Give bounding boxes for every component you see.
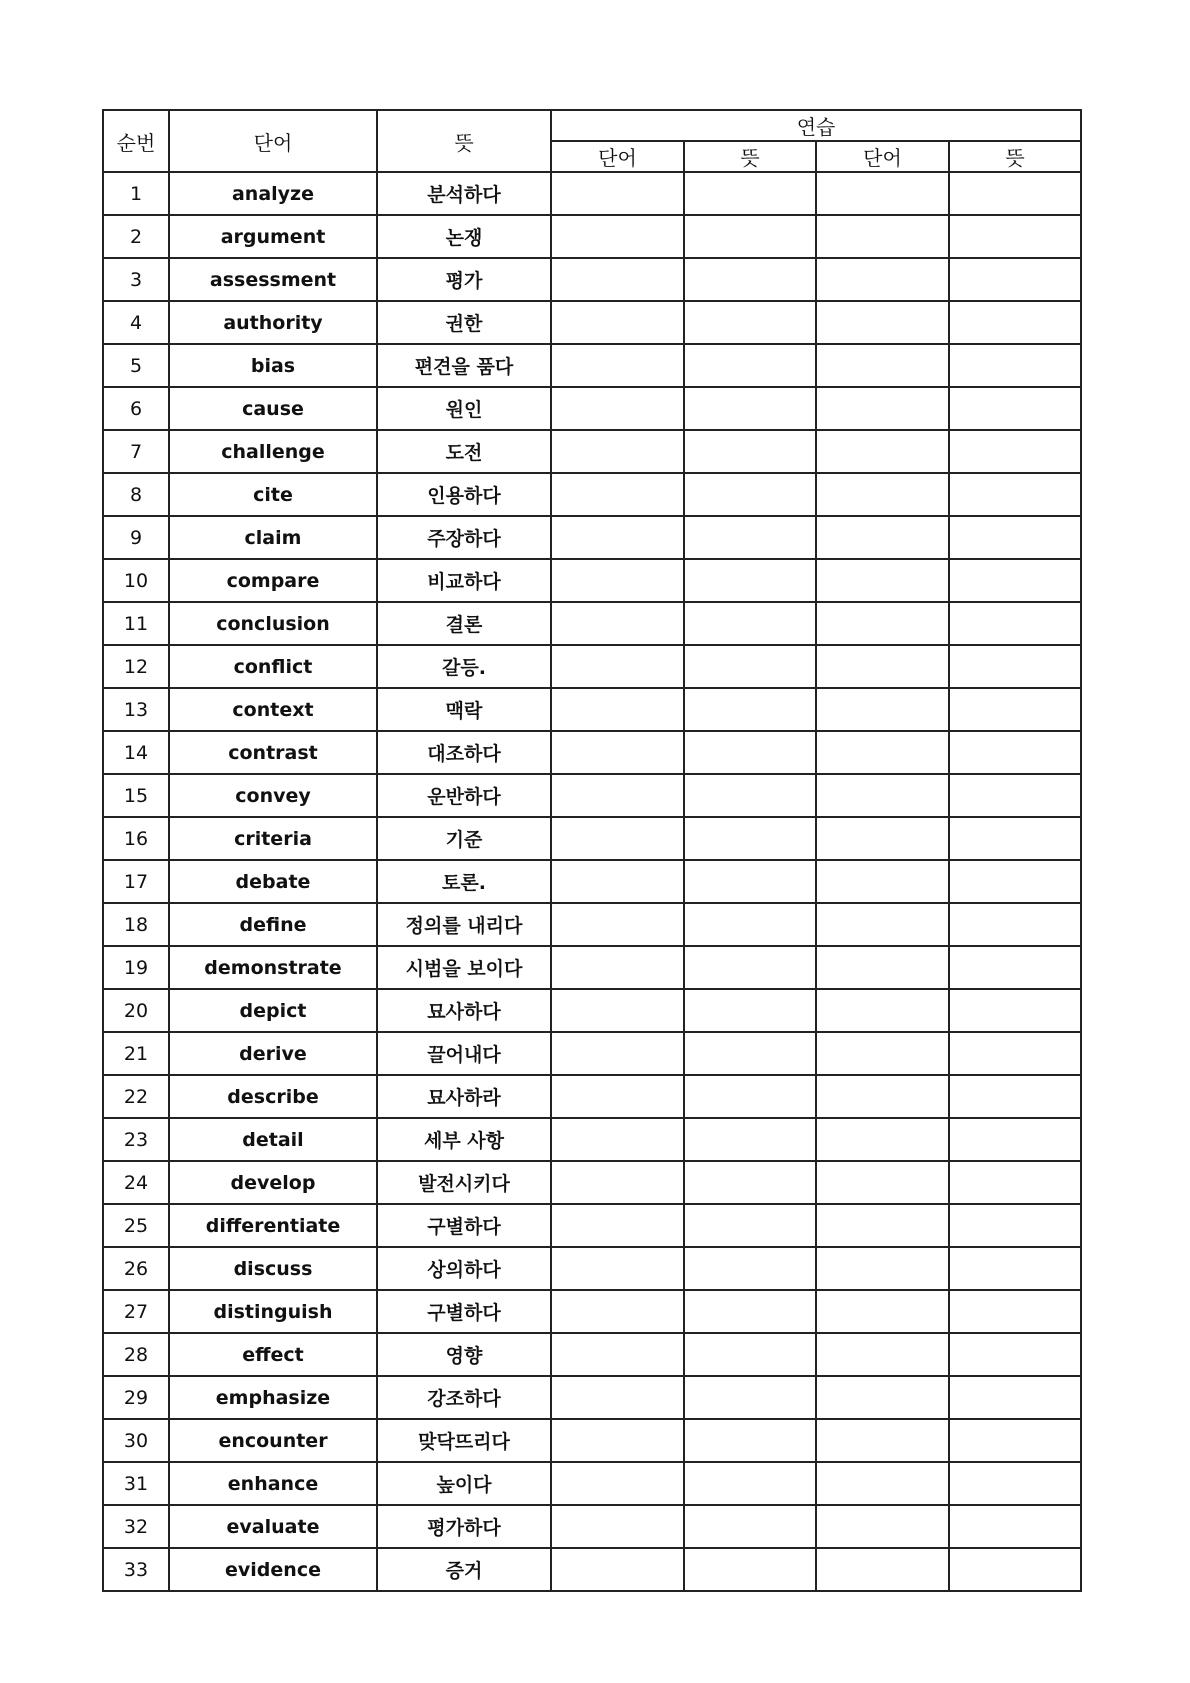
table-row [103,1290,1081,1333]
practice-meaning-cell-1[interactable] [684,473,816,516]
practice-meaning-cell-2[interactable] [949,817,1081,860]
row-number: 16 [103,817,169,860]
row-word: evidence [169,1548,377,1591]
row-number: 18 [103,903,169,946]
practice-word-cell-2[interactable] [816,602,949,645]
table-row [103,989,1081,1032]
practice-meaning-cell-1[interactable] [684,344,816,387]
row-word: bias [169,344,377,387]
practice-meaning-cell-2[interactable] [949,1548,1081,1591]
practice-word-cell-1[interactable] [551,903,684,946]
row-word: challenge [169,430,377,473]
row-meaning: 주장하다 [377,516,551,559]
practice-meaning-cell-2[interactable] [949,1290,1081,1333]
row-meaning: 비교하다 [377,559,551,602]
practice-meaning-cell-1[interactable] [684,602,816,645]
practice-word-cell-2[interactable] [816,516,949,559]
practice-word-cell-1[interactable] [551,1505,684,1548]
practice-meaning-cell-1[interactable] [684,731,816,774]
practice-word-cell-2[interactable] [816,1548,949,1591]
practice-word-cell-2[interactable] [816,1462,949,1505]
row-word: develop [169,1161,377,1204]
practice-meaning-cell-2[interactable] [949,387,1081,430]
vocabulary-table [102,109,1082,1592]
practice-word-cell-2[interactable] [816,473,949,516]
table-row [103,258,1081,301]
practice-word-cell-1[interactable] [551,473,684,516]
practice-word-cell-1[interactable] [551,817,684,860]
table-body [103,172,1081,1591]
practice-meaning-cell-2[interactable] [949,1462,1081,1505]
row-meaning: 높이다 [377,1462,551,1505]
row-number: 28 [103,1333,169,1376]
practice-word-cell-2[interactable] [816,387,949,430]
practice-meaning-cell-1[interactable] [684,1032,816,1075]
practice-word-cell-1[interactable] [551,645,684,688]
practice-meaning-cell-2[interactable] [949,731,1081,774]
row-word: demonstrate [169,946,377,989]
table-row [103,559,1081,602]
practice-meaning-cell-2[interactable] [949,258,1081,301]
table-row [103,473,1081,516]
row-number: 33 [103,1548,169,1591]
practice-meaning-cell-2[interactable] [949,946,1081,989]
row-meaning: 영향 [377,1333,551,1376]
practice-meaning-cell-1[interactable] [684,903,816,946]
row-number: 2 [103,215,169,258]
row-number: 12 [103,645,169,688]
practice-word-cell-2[interactable] [816,559,949,602]
practice-word-cell-2[interactable] [816,1075,949,1118]
practice-meaning-cell-1[interactable] [684,817,816,860]
table-row [103,1333,1081,1376]
practice-word-cell-1[interactable] [551,860,684,903]
row-word: detail [169,1118,377,1161]
row-number: 25 [103,1204,169,1247]
practice-meaning-cell-2[interactable] [949,1204,1081,1247]
header-practice-meaning-2: 뜻 [949,141,1081,172]
row-word: conflict [169,645,377,688]
practice-word-cell-1[interactable] [551,1462,684,1505]
practice-word-cell-2[interactable] [816,946,949,989]
practice-meaning-cell-1[interactable] [684,1505,816,1548]
table-row [103,1247,1081,1290]
row-number: 30 [103,1419,169,1462]
row-meaning: 논쟁 [377,215,551,258]
row-meaning: 도전 [377,430,551,473]
row-meaning: 인용하다 [377,473,551,516]
practice-word-cell-2[interactable] [816,688,949,731]
practice-meaning-cell-2[interactable] [949,430,1081,473]
row-number: 29 [103,1376,169,1419]
practice-word-cell-1[interactable] [551,1161,684,1204]
practice-meaning-cell-2[interactable] [949,559,1081,602]
practice-meaning-cell-1[interactable] [684,1075,816,1118]
table-row [103,344,1081,387]
row-word: define [169,903,377,946]
row-meaning: 구별하다 [377,1290,551,1333]
row-word: assessment [169,258,377,301]
practice-meaning-cell-2[interactable] [949,301,1081,344]
row-meaning: 대조하다 [377,731,551,774]
practice-meaning-cell-2[interactable] [949,645,1081,688]
practice-word-cell-1[interactable] [551,559,684,602]
table-row [103,731,1081,774]
row-meaning: 발전시키다 [377,1161,551,1204]
table-row [103,946,1081,989]
table-row [103,774,1081,817]
practice-word-cell-2[interactable] [816,774,949,817]
practice-meaning-cell-2[interactable] [949,989,1081,1032]
practice-word-cell-1[interactable] [551,1376,684,1419]
row-number: 17 [103,860,169,903]
row-word: discuss [169,1247,377,1290]
row-number: 31 [103,1462,169,1505]
row-word: effect [169,1333,377,1376]
practice-word-cell-2[interactable] [816,215,949,258]
practice-word-cell-2[interactable] [816,1032,949,1075]
table-row [103,1075,1081,1118]
practice-meaning-cell-2[interactable] [949,1032,1081,1075]
practice-word-cell-2[interactable] [816,1419,949,1462]
row-word: argument [169,215,377,258]
practice-meaning-cell-1[interactable] [684,1290,816,1333]
row-word: debate [169,860,377,903]
row-meaning: 묘사하다 [377,989,551,1032]
row-meaning: 평가하다 [377,1505,551,1548]
practice-word-cell-1[interactable] [551,1075,684,1118]
practice-meaning-cell-2[interactable] [949,172,1081,215]
practice-meaning-cell-2[interactable] [949,1376,1081,1419]
practice-meaning-cell-2[interactable] [949,473,1081,516]
practice-meaning-cell-1[interactable] [684,1333,816,1376]
row-word: context [169,688,377,731]
practice-meaning-cell-2[interactable] [949,1075,1081,1118]
row-number: 22 [103,1075,169,1118]
practice-word-cell-2[interactable] [816,817,949,860]
row-word: contrast [169,731,377,774]
practice-word-cell-2[interactable] [816,1290,949,1333]
row-number: 13 [103,688,169,731]
practice-meaning-cell-2[interactable] [949,1247,1081,1290]
table-row [103,387,1081,430]
row-word: authority [169,301,377,344]
practice-meaning-cell-1[interactable] [684,387,816,430]
practice-word-cell-1[interactable] [551,172,684,215]
row-word: emphasize [169,1376,377,1419]
row-meaning: 맥락 [377,688,551,731]
row-meaning: 토론. [377,860,551,903]
header-practice-word-1: 단어 [551,141,684,172]
row-meaning: 결론 [377,602,551,645]
practice-word-cell-1[interactable] [551,1419,684,1462]
header-meaning: 뜻 [377,110,551,172]
row-meaning: 권한 [377,301,551,344]
row-meaning: 분석하다 [377,172,551,215]
practice-meaning-cell-1[interactable] [684,774,816,817]
row-meaning: 맞닥뜨리다 [377,1419,551,1462]
header-practice: 연습 [551,110,1081,141]
practice-word-cell-1[interactable] [551,946,684,989]
table-row [103,1462,1081,1505]
practice-meaning-cell-2[interactable] [949,1505,1081,1548]
table-row [103,817,1081,860]
table-row [103,688,1081,731]
header-practice-meaning-1: 뜻 [684,141,816,172]
practice-word-cell-1[interactable] [551,1032,684,1075]
row-word: differentiate [169,1204,377,1247]
table-row [103,602,1081,645]
row-meaning: 편견을 품다 [377,344,551,387]
row-word: evaluate [169,1505,377,1548]
table-header [103,110,1081,172]
practice-meaning-cell-2[interactable] [949,602,1081,645]
row-number: 23 [103,1118,169,1161]
practice-meaning-cell-1[interactable] [684,215,816,258]
row-meaning: 묘사하라 [377,1075,551,1118]
practice-word-cell-2[interactable] [816,1118,949,1161]
table-row [103,1419,1081,1462]
practice-word-cell-2[interactable] [816,1204,949,1247]
practice-meaning-cell-2[interactable] [949,903,1081,946]
practice-word-cell-1[interactable] [551,1333,684,1376]
practice-word-cell-2[interactable] [816,989,949,1032]
practice-word-cell-1[interactable] [551,301,684,344]
table-row [103,430,1081,473]
practice-word-cell-1[interactable] [551,731,684,774]
practice-meaning-cell-1[interactable] [684,1419,816,1462]
table-row [103,1032,1081,1075]
practice-meaning-cell-1[interactable] [684,1118,816,1161]
header-word: 단어 [169,110,377,172]
practice-meaning-cell-1[interactable] [684,1204,816,1247]
practice-word-cell-2[interactable] [816,1247,949,1290]
row-word: analyze [169,172,377,215]
table-row [103,172,1081,215]
row-meaning: 기준 [377,817,551,860]
row-meaning: 구별하다 [377,1204,551,1247]
practice-meaning-cell-2[interactable] [949,344,1081,387]
practice-word-cell-2[interactable] [816,301,949,344]
table-row [103,860,1081,903]
practice-word-cell-1[interactable] [551,215,684,258]
table-row [103,645,1081,688]
practice-meaning-cell-2[interactable] [949,860,1081,903]
row-number: 26 [103,1247,169,1290]
row-number: 24 [103,1161,169,1204]
practice-word-cell-2[interactable] [816,172,949,215]
table-row [103,1161,1081,1204]
row-meaning: 원인 [377,387,551,430]
table-row [103,1118,1081,1161]
row-meaning: 상의하다 [377,1247,551,1290]
row-word: convey [169,774,377,817]
practice-meaning-cell-2[interactable] [949,688,1081,731]
practice-word-cell-2[interactable] [816,1505,949,1548]
row-word: depict [169,989,377,1032]
practice-meaning-cell-2[interactable] [949,1333,1081,1376]
table-row [103,1505,1081,1548]
practice-meaning-cell-1[interactable] [684,1247,816,1290]
row-meaning: 강조하다 [377,1376,551,1419]
practice-meaning-cell-2[interactable] [949,1419,1081,1462]
row-meaning: 운반하다 [377,774,551,817]
practice-meaning-cell-2[interactable] [949,215,1081,258]
practice-word-cell-2[interactable] [816,903,949,946]
row-meaning: 정의를 내리다 [377,903,551,946]
header-number: 순번 [103,110,169,172]
row-number: 15 [103,774,169,817]
practice-word-cell-2[interactable] [816,258,949,301]
practice-meaning-cell-1[interactable] [684,860,816,903]
row-word: criteria [169,817,377,860]
row-word: derive [169,1032,377,1075]
table-row [103,903,1081,946]
practice-word-cell-1[interactable] [551,1290,684,1333]
row-word: describe [169,1075,377,1118]
practice-meaning-cell-1[interactable] [684,301,816,344]
practice-word-cell-2[interactable] [816,1333,949,1376]
practice-word-cell-1[interactable] [551,1204,684,1247]
practice-word-cell-2[interactable] [816,344,949,387]
row-word: claim [169,516,377,559]
practice-word-cell-2[interactable] [816,860,949,903]
row-number: 6 [103,387,169,430]
practice-word-cell-2[interactable] [816,645,949,688]
practice-word-cell-1[interactable] [551,430,684,473]
row-meaning: 세부 사항 [377,1118,551,1161]
row-number: 20 [103,989,169,1032]
practice-word-cell-2[interactable] [816,1376,949,1419]
row-number: 11 [103,602,169,645]
row-number: 1 [103,172,169,215]
practice-word-cell-2[interactable] [816,1161,949,1204]
practice-meaning-cell-1[interactable] [684,645,816,688]
row-word: compare [169,559,377,602]
practice-meaning-cell-1[interactable] [684,430,816,473]
row-number: 32 [103,1505,169,1548]
practice-word-cell-1[interactable] [551,989,684,1032]
practice-meaning-cell-2[interactable] [949,516,1081,559]
row-number: 7 [103,430,169,473]
practice-meaning-cell-1[interactable] [684,559,816,602]
practice-meaning-cell-1[interactable] [684,688,816,731]
table-row [103,301,1081,344]
practice-word-cell-1[interactable] [551,1548,684,1591]
row-number: 21 [103,1032,169,1075]
practice-word-cell-2[interactable] [816,430,949,473]
table-row [103,516,1081,559]
row-number: 10 [103,559,169,602]
practice-meaning-cell-1[interactable] [684,516,816,559]
table-row [103,1548,1081,1591]
row-meaning: 증거 [377,1548,551,1591]
practice-word-cell-1[interactable] [551,344,684,387]
row-number: 5 [103,344,169,387]
practice-meaning-cell-1[interactable] [684,1376,816,1419]
row-word: conclusion [169,602,377,645]
row-number: 19 [103,946,169,989]
practice-meaning-cell-2[interactable] [949,774,1081,817]
practice-word-cell-1[interactable] [551,516,684,559]
row-word: distinguish [169,1290,377,1333]
row-number: 4 [103,301,169,344]
practice-meaning-cell-1[interactable] [684,1462,816,1505]
row-number: 3 [103,258,169,301]
practice-meaning-cell-1[interactable] [684,1161,816,1204]
row-word: encounter [169,1419,377,1462]
header-practice-word-2: 단어 [816,141,949,172]
row-number: 14 [103,731,169,774]
practice-word-cell-1[interactable] [551,258,684,301]
practice-word-cell-1[interactable] [551,1247,684,1290]
row-meaning: 갈등. [377,645,551,688]
table-row [103,1376,1081,1419]
table-row [103,215,1081,258]
practice-meaning-cell-2[interactable] [949,1118,1081,1161]
practice-meaning-cell-1[interactable] [684,946,816,989]
row-word: cause [169,387,377,430]
practice-word-cell-2[interactable] [816,731,949,774]
practice-word-cell-1[interactable] [551,387,684,430]
practice-word-cell-1[interactable] [551,774,684,817]
row-word: enhance [169,1462,377,1505]
row-number: 27 [103,1290,169,1333]
practice-word-cell-1[interactable] [551,1118,684,1161]
row-meaning: 끌어내다 [377,1032,551,1075]
row-word: cite [169,473,377,516]
practice-word-cell-1[interactable] [551,602,684,645]
practice-meaning-cell-1[interactable] [684,989,816,1032]
practice-meaning-cell-1[interactable] [684,172,816,215]
practice-word-cell-1[interactable] [551,688,684,731]
row-meaning: 시범을 보이다 [377,946,551,989]
row-number: 8 [103,473,169,516]
practice-meaning-cell-1[interactable] [684,1548,816,1591]
row-meaning: 평가 [377,258,551,301]
practice-meaning-cell-1[interactable] [684,258,816,301]
row-number: 9 [103,516,169,559]
practice-meaning-cell-2[interactable] [949,1161,1081,1204]
table-row [103,1204,1081,1247]
